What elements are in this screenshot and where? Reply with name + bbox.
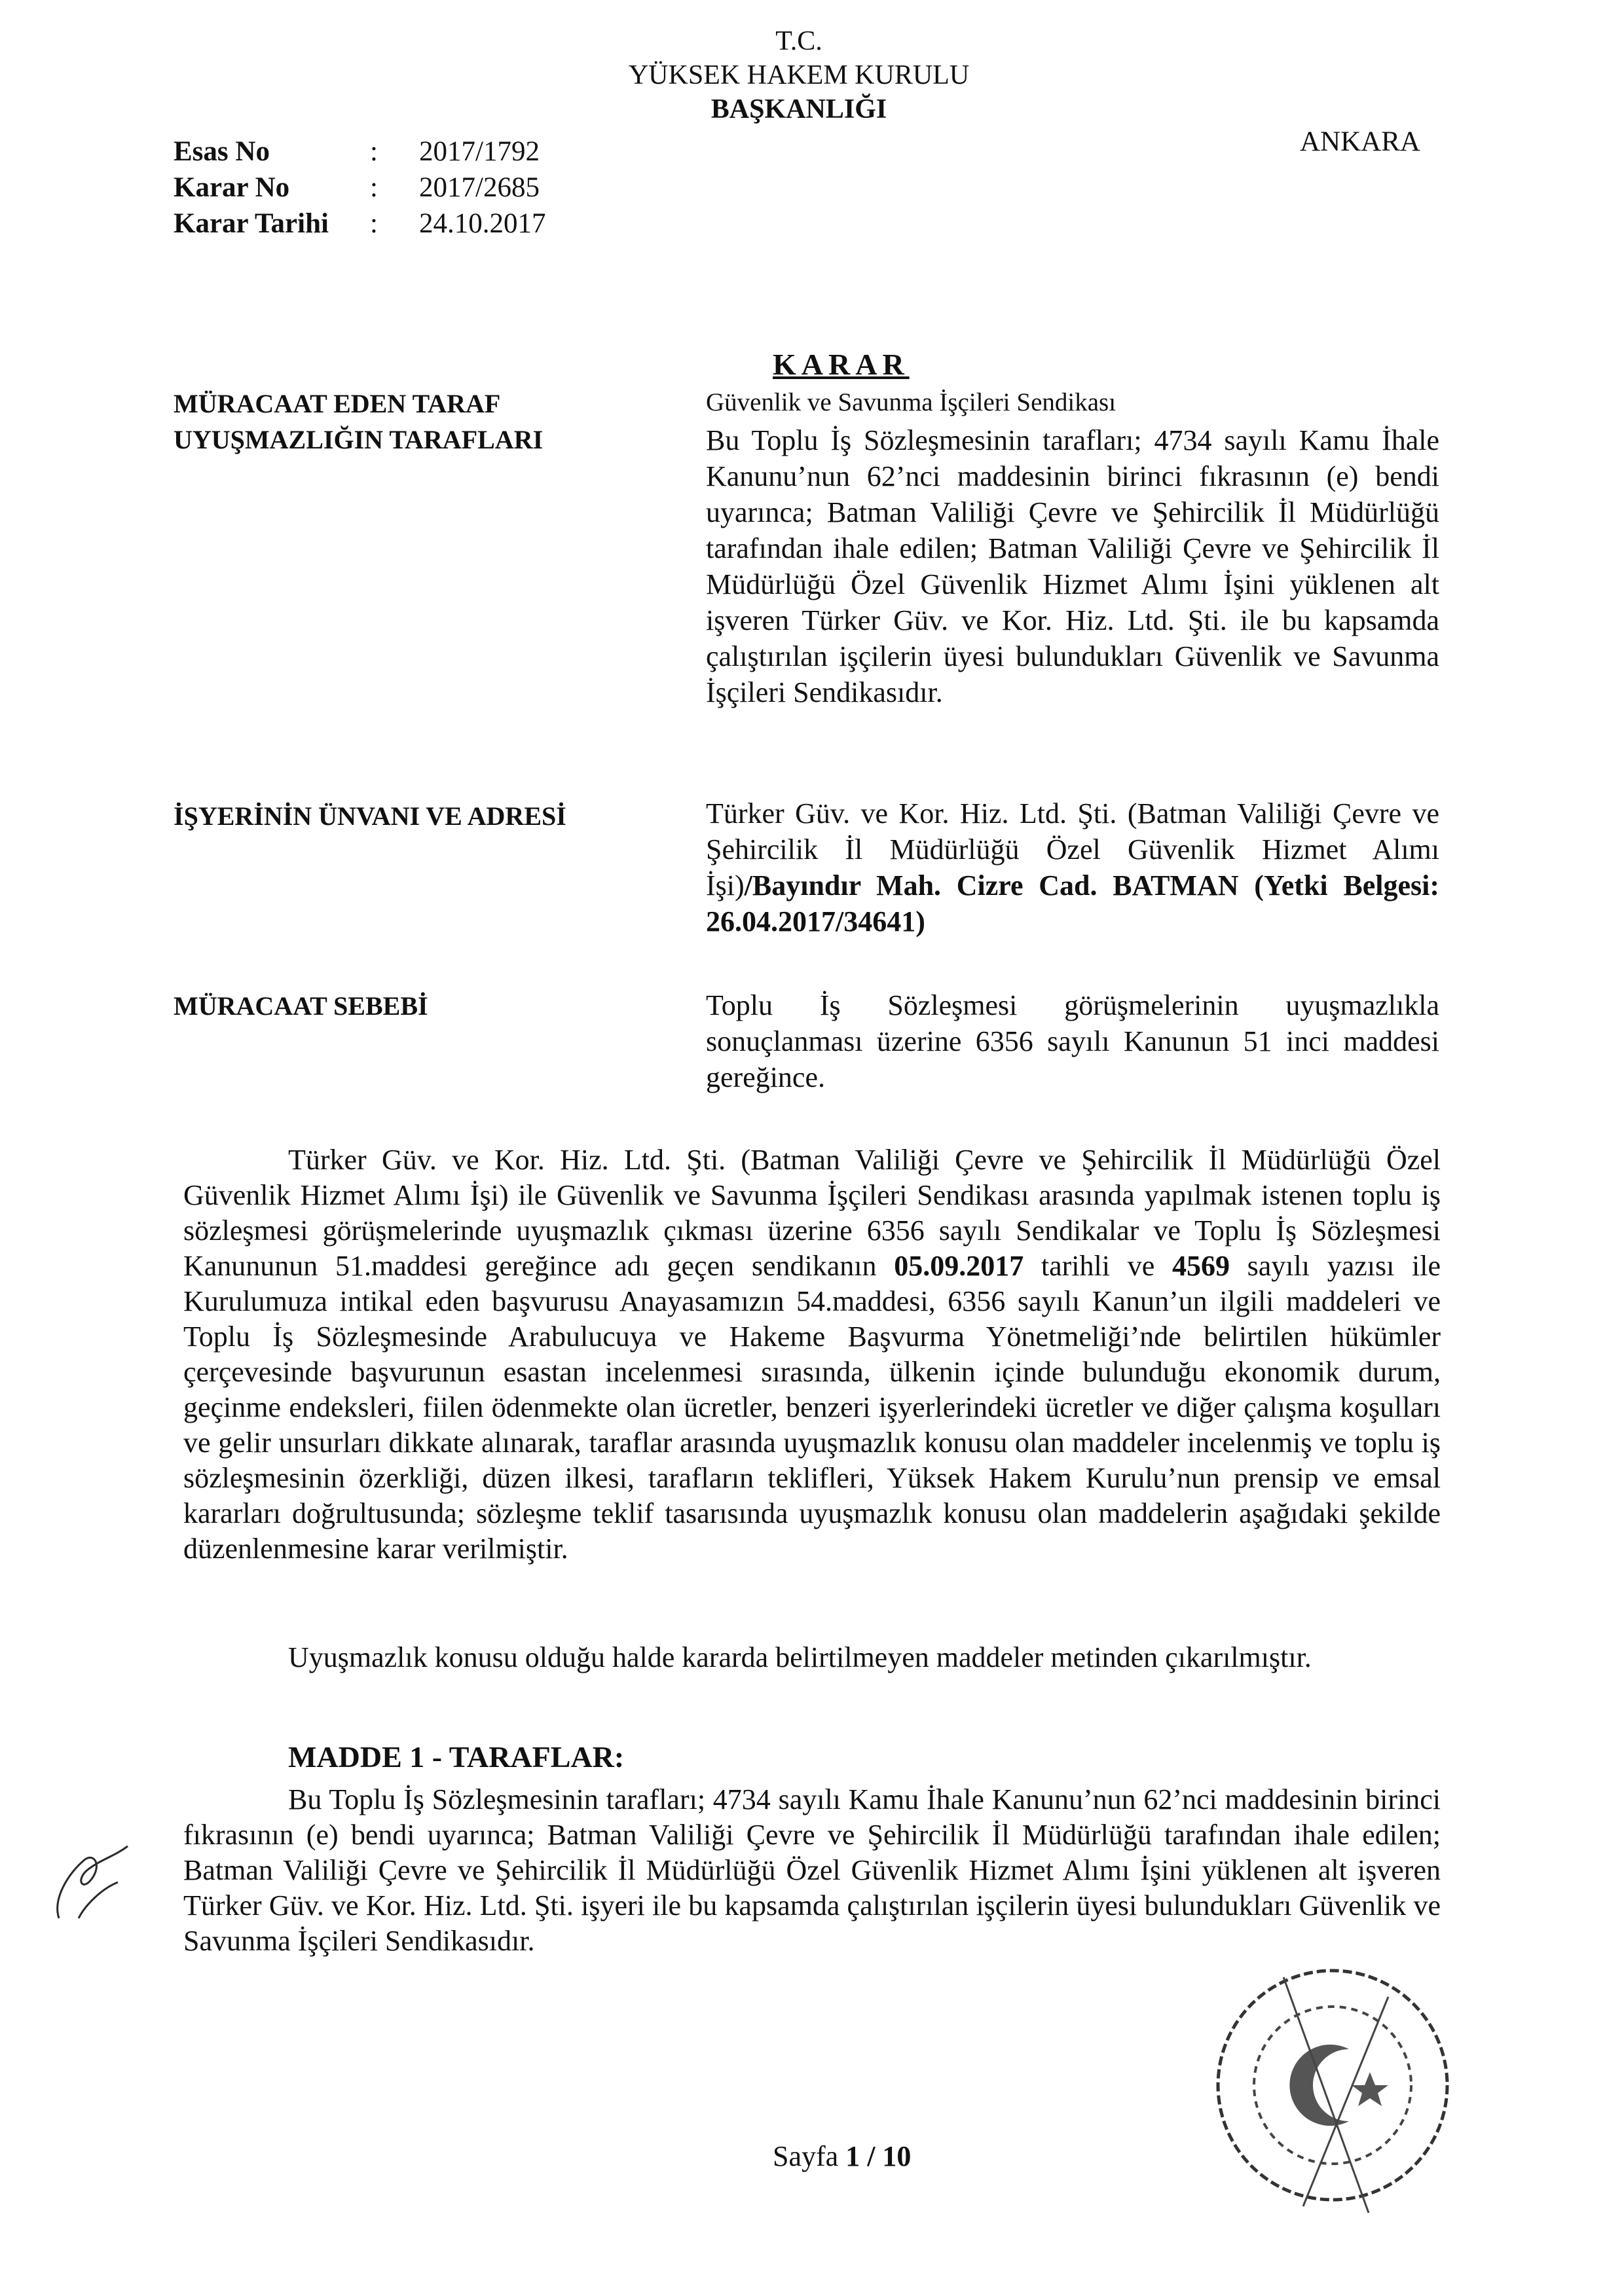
- official-seal: [1198, 1951, 1473, 2226]
- sebep-label: MÜRACAAT SEBEBİ: [174, 991, 428, 1021]
- isyeri-value-plain: Türker Güv. ve Kor. Hiz. Ltd. Şti. (Batman Valiliği Çevre ve Şehircilik İl Müdürlüğü Özel Güvenlik Hizmet Alımı İşi): [706, 797, 1439, 902]
- esas-value: 2017/1792: [419, 136, 540, 167]
- madde-1-text: Bu Toplu İş Sözleşmesinin tarafları; 4734 sayılı Kamu İhale Kanunu’nun 62’nci maddesinin birinci fıkrasının (e) bendi uyarınca; Batman Valiliği Çevre ve Şehircilik İl Müdürlüğü tarafından ihale edilen; Batman Valiliği Çevre ve Şehircilik İl Müdürlüğü Özel Güvenlik Hizmet Alımı İşini yüklenen alt işveren Türker Güv. ve Kor. Hiz. Ltd. Şti. işyeri ile bu kapsamda çalıştırılan işçilerin üyesi bulundukları Güvenlik ve Savunma İşçileri Sendikasıdır.: [183, 1783, 1441, 1957]
- tarih-sep: :: [370, 208, 378, 239]
- madde-1-title: MADDE 1 - TARAFLAR:: [288, 1740, 625, 1774]
- p1-text-b: tarihli ve: [1024, 1250, 1172, 1282]
- page-sep: /: [860, 2140, 883, 2172]
- meta-esas: [174, 134, 763, 170]
- body-paragraph-1: [183, 1142, 1441, 1567]
- body-paragraph-2: Uyuşmazlık konusu olduğu halde kararda belirtilmeyen maddeler metinden çıkarılmıştır.: [288, 1641, 1312, 1673]
- page-current: 1: [845, 2140, 860, 2172]
- esas-label: Esas No: [174, 136, 270, 167]
- muracaat-eden-label: MÜRACAAT EDEN TARAF: [174, 389, 501, 418]
- taraflar-label: UYUŞMAZLIĞIN TARAFLARI: [174, 425, 544, 454]
- page-prefix: Sayfa: [773, 2140, 846, 2172]
- meta-tarih: [174, 206, 763, 242]
- taraflar-value: Bu Toplu İş Sözleşmesinin tarafları; 4734 sayılı Kamu İhale Kanunu’nun 62’nci maddesinin birinci fıkrasının (e) bendi uyarınca; Batman Valiliği Çevre ve Şehircilik İl Müdürlüğü tarafından ihale edilen; Batman Valiliği Çevre ve Şehircilik İl Müdürlüğü Özel Güvenlik Hizmet Alımı İşini yüklenen alt işveren Türker Güv. ve Kor. Hiz. Ltd. Şti. ile bu kapsamda çalıştırılan işçilerin üyesi bulundukları Güvenlik ve Savunma İşçileri Sendikasıdır.: [706, 424, 1439, 708]
- meta-karar: [174, 170, 763, 206]
- handwritten-initials: [39, 1820, 151, 1931]
- karar-value: 2017/2685: [419, 172, 540, 203]
- karar-sep: :: [370, 172, 378, 203]
- karar-title: KARAR: [773, 348, 910, 381]
- p1-text-a: Türker Güv. ve Kor. Hiz. Ltd. Şti. (Batman Valiliği Çevre ve Şehircilik İl Müdürlüğü Özel Güvenlik Hizmet Alımı İşi) ile Güvenlik ve Savunma İşçileri Sendikası arasında yapılmak istenen toplu iş sözleşmesi görüşmelerinde uyuşmazlık çıkması üzerine 6356 sayılı Sendikalar ve Toplu İş Sözleşmesi Kanununun 51.maddesi gereğince adı geçen sendikanın: [183, 1144, 1441, 1282]
- header-institution: YÜKSEK HAKEM KURULU: [628, 60, 970, 90]
- muracaat-eden-value: Güvenlik ve Savunma İşçileri Sendikası: [706, 388, 1116, 416]
- isyeri-label: İŞYERİNİN ÜNVANI VE ADRESİ: [174, 801, 566, 831]
- esas-sep: :: [370, 136, 378, 167]
- p1-number: 4569: [1172, 1250, 1230, 1282]
- city-label: ANKARA: [1300, 126, 1420, 157]
- isyeri-value-bold: /Bayındır Mah. Cizre Cad. BATMAN (Yetki Belgesi: 26.04.2017/34641): [706, 869, 1439, 938]
- sebep-value: Toplu İş Sözleşmesi görüşmelerinin uyuşmazlıkla sonuçlanması üzerine 6356 sayılı Kanunun 51 inci maddesi gereğince.: [706, 989, 1439, 1093]
- p1-text-c: sayılı yazısı ile Kurulumuza intikal eden başvurusu Anayasamızın 54.maddesi, 6356 sayılı Kanun’un ilgili maddeleri ve Toplu İş Sözleşmesinde Arabulucuya ve Hakeme Başvurma Yönetmeliği’nde belirtilen hükümler çerçevesinde başvurunun esastan incelenmesi sırasında, ülkenin içinde bulunduğu ekonomik durum, geçinme endeksleri, fiilen ödenmekte olan ücretler, benzeri işyerlerindeki ücretler ve diğer çalışma koşulları ve gelir unsurları dikkate alınarak, taraflar arasında uyuşmazlık konusu olan maddeler incelenmiş ve toplu iş sözleşmesinin özerkliği, düzen ilkesi, tarafların teklifleri, Yüksek Hakem Kurulu’nun prensip ve emsal kararları doğrultusunda; sözleşme teklif tasarısında uyuşmazlık konusu olan maddelerin aşağıdaki şekilde düzenlenmesine karar verilmiştir.: [183, 1250, 1441, 1565]
- p1-date: 05.09.2017: [894, 1250, 1024, 1282]
- page-number: [773, 2140, 911, 2173]
- page-total: 10: [882, 2140, 912, 2172]
- header-baskanlik: BAŞKANLIĞI: [710, 94, 887, 124]
- karar-label: Karar No: [174, 172, 290, 203]
- tarih-label: Karar Tarihi: [174, 208, 329, 239]
- tarih-value: 24.10.2017: [419, 208, 546, 239]
- isyeri-value: [706, 795, 1439, 939]
- header-tc: T.C.: [775, 26, 822, 56]
